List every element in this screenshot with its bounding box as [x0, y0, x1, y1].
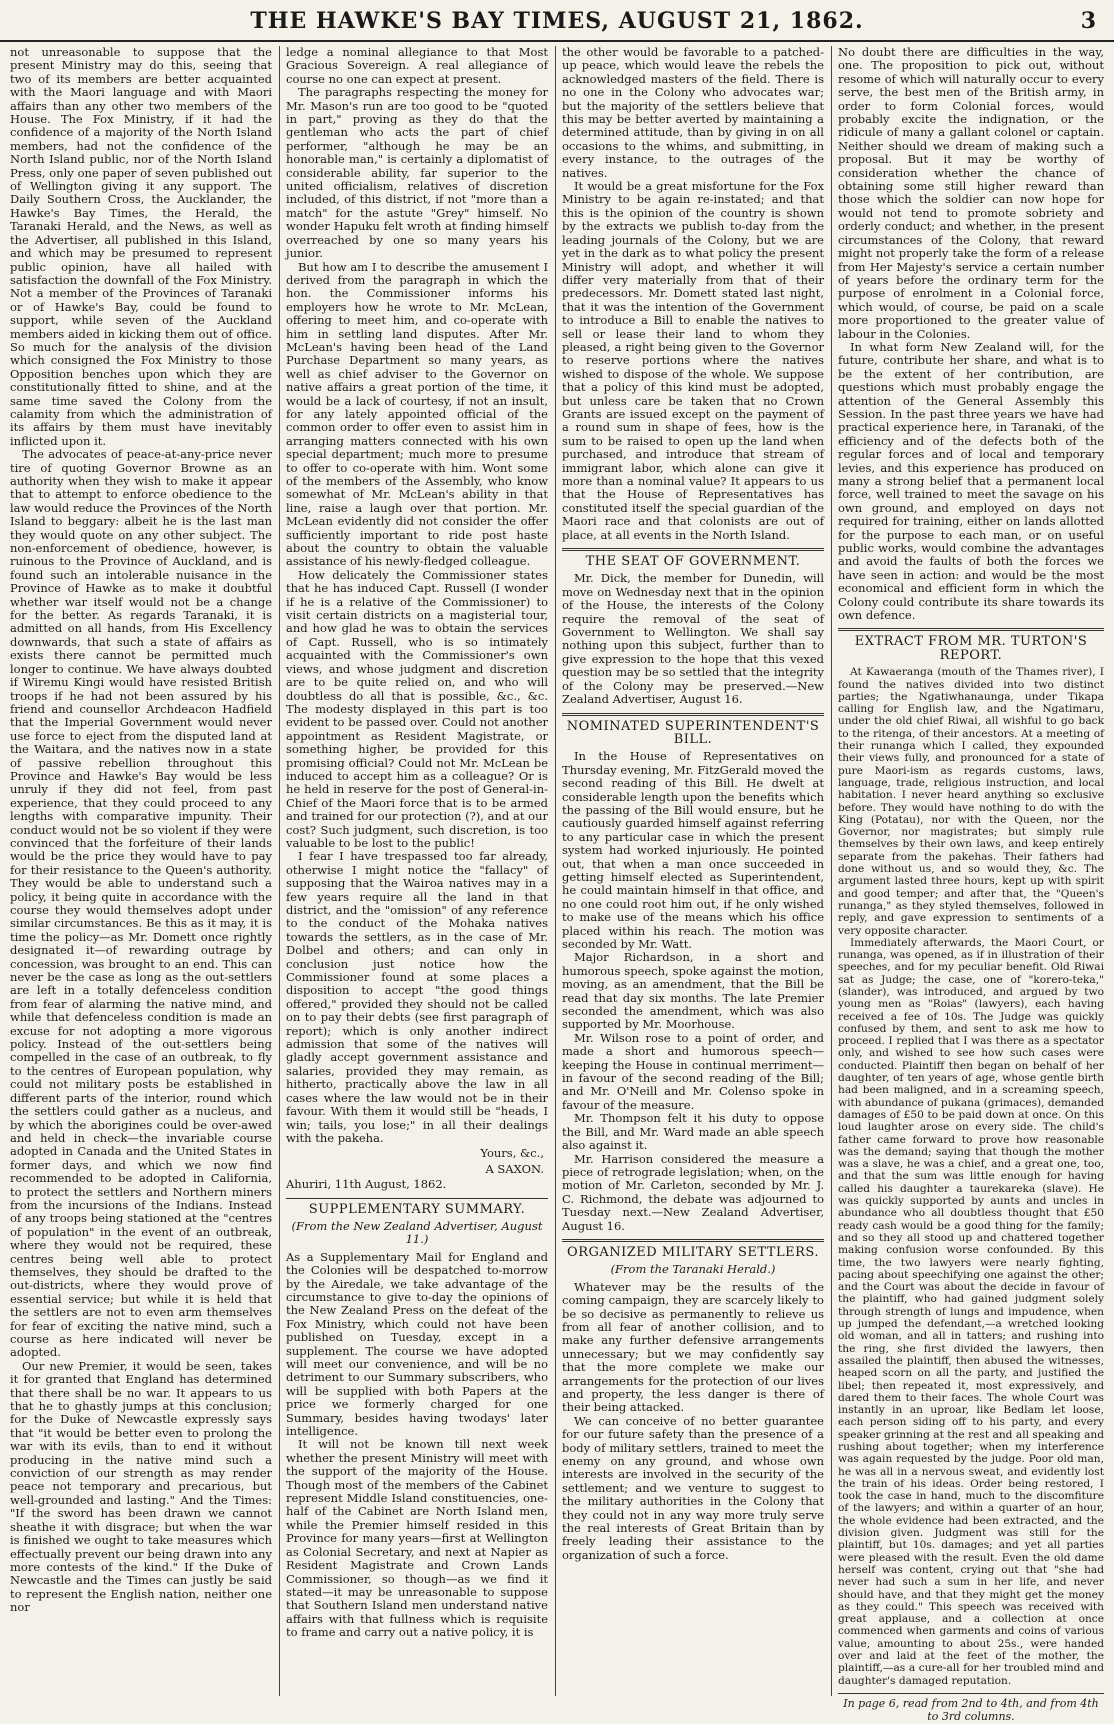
- letter-closing: Yours, &c.,: [480, 1146, 544, 1161]
- section-heading: ORGANIZED MILITARY SETTLERS.: [567, 1244, 819, 1260]
- masthead: [0, 0, 1114, 42]
- article-paragraph: Mr. Wilson rose to a point of order, and made a short and humorous speech—keeping the House in continual merriment—in favour of the second reading of the Bill; and Mr. O'Neill and Mr. Colenso spoke in favour of the measure.: [562, 1030, 824, 1112]
- article-paragraph: In what form New Zealand will, for the future, contribute her share, and what is to be the extent of her contribution, are questions which must probably engage the attention of the General Assembly this Session. In the past three years we have had practical experience here, in Taranaki, of the efficiency and of the defects both of the regular forces and of local and temporary levies, and this experience has produced on many a strong belief that a permanent local force, well trained to meet the savage on his own ground, and employed on days not required for training, either on lands allotted for the purpose to each man, or on useful public works, would combine the advantages and avoid the faults of both the forces we have seen in action: and would be the most economical and efficient form in which the Colony could contribute its share towards its own defence.: [838, 339, 1104, 623]
- letter-paragraph: I fear I have trespassed too far already, otherwise I might notice the "fallacy" of supposing that the Wairoa natives may in a few years require all the land in that district, and the "omission" of any reference to the conduct of the Mohaka natives towards the settlers, as in the case of Mr. Dolbel and others; and can only in conclusion just notice how the Commissioner found at some places a disposition to accept "the good things offered," provided they should not be called on to pay their debts (see first paragraph of report); which is only another indirect admission that some of the natives will gladly accept government assistance and salaries, provided they may remain, as hitherto, practically above the law in all cases where the law would not be in their favour. With them it would still be "heads, I win; tails, you lose;" in all their dealings with the pakeha.: [286, 849, 548, 1145]
- article-paragraph: It would be a great misfortune for the Fox Ministry to be again re-instated; and that this is the opinion of the country is shown by the extracts we publish to-day from the leading journals of the Colony, but we are yet in the dark as to what policy the present Ministry will adopt, and whether it will differ very materially from that of their predecessors. Mr. Domett stated last night, that it was the intention of the Government to introduce a Bill to enable the natives to sell or lease their land to whom they pleased, a right being given to the Governor to reserve portions where the natives wished to dispose of the whole. We suppose that a policy of this kind must be adopted, but unless care be taken that no Crown Grants are issued except on the payment of a round sum in shape of fees, how is the sum to be raised to open up the land when purchased, and introduce that stream of immigrant labor, which alone can give it more than a nominal value? It appears to us that the House of Representatives has constituted itself the special guardian of the Maori race and that colonists are out of place, at all events in the North Island.: [562, 179, 824, 542]
- section-rule: [562, 713, 824, 716]
- article-paragraph: Our new Premier, it would be seen, takes it for granted that England has determined that there shall be no war. It appears to us that he to ghastly jumps at this conclusion; for the Duke of Newcastle expressly says that "it would be better even to prolong the war with its evils, than to end it without producing in the native mind such a conviction of our strength as may render peace not temporary and precarious, but well-grounded and lasting." And the Times: "If the sword has been drawn we cannot sheathe it with disgrace; but when the war is finished we ought to take measures which effectually prevent our being drawn into any more contests of the kind." If the Duke of Newcastle and the Times can justly be said to represent the English nation, neither one nor: [10, 1358, 272, 1615]
- letter-paragraph: But how am I to describe the amusement I derived from the paragraph in which the hon. the Commissioner informs his employers how he wrote to Mr. McLean, offering to meet him, and co-operate with him in settling land disputes. After Mr. McLean's having been head of the Land Purchase Department so many years, as well as chief adviser to the Governor on native affairs a great portion of the time, it would be a lack of courtesy, if not an insult, for any lately appointed official of the common order to offer even to assist him in arranging matters connected with his own special department; much more to presume to offer to co-operate with him. Wont some of the members of the Assembly, who know somewhat of Mr. McLean's ability in that line, raise a laugh over that portion. Mr. McLean evidently did not consider the offer sufficiently important to ride post haste about the country to obtain the valuable assistance of his newly-fledged colleague.: [286, 259, 548, 569]
- report-paragraph: Immediately afterwards, the Maori Court, or runanga, was opened, as if in illustration of their speeches, and for my peculiar benefit. Old Riwai sat as Judge; the case, one of "korero-teka," (slander), was introduced, and argued by two young men as "Roias" (lawyers), each having received a fee of 10s. The Judge was quickly confused by them, and sent to ask me how to proceed. I replied that I was there as a spectator only, and wished to see how such cases were conducted. Plaintiff then began on behalf of her daughter, of ten years of age, whose gentle birth had been maligned, and in a screaming speech, with abundance of pukana (grimaces), demanded damages of £50 to be paid down at once. On this loud laughter arose on every side. The child's father came forward to prove how reasonable was the demand; saying that though the mother was a slave, he was a chief, and a great one, too, and that the sum was little enough for having called his daughter a taurekareka (slave). He was quickly supported by aunts and uncles in abundance who all doubtless thought that £50 ready cash would be a good thing for the family; and so they all stood up and chattered together making confusion worse confounded. By this time, the two lawyers were nearly fighting, pacing about speechifying one against the other; and the Court was about the decide in favour of the plaintiff, who had gained judgment solely through strength of lungs and impudence, when up jumped the defendant,—a wretched looking old woman, and all in tatters; and rushing into the ring, she first divided the lawyers, then assailed the plaintiff, then abused the witnesses, heaped scorn on all the party, and justified the libel; then repeated it, most expressively, and dared them to their faces. The whole Court was instantly in an uproar, like Bedlam let loose, each person siding off to his party, and every speaker grinning at the rest and all speaking and rushing about together; when my interference was again requested by the judge. Poor old man, he was all in a nervous sweat, and evidently lost the train of his ideas. Order being restored, I took the case in hand, much to the discomfiture of the lawyers; and within a quarter of an hour, the whole evidence had been extracted, and the division given. Judgment was still for the plaintiff, but 10s. damages; and yet all parties were pleased with the result. Even the old dame herself was content, crying out that "she had never had such a sum in her life, and never should have, and that they might get the money as they could." This speech was received with great applause, and a collection at once commenced when garments and coins of various value, amounting to about 25s., were handed over and laid at the feet of the mother, the plaintiff,—as a cure-all for her troubled mind and daughter's damaged reputation.: [838, 936, 1104, 1687]
- section-rule: [562, 548, 824, 551]
- article-paragraph: Major Richardson, in a short and humorous speech, spoke against the motion, moving, as an amendment, that the Bill be read that day six months. The late Premier seconded the amendment, which was also supported by Mr. Moorhouse.: [562, 950, 824, 1032]
- report-paragraph: At Kawaeranga (mouth of the Thames river), I found the natives divided into two distinct parties; the Ngatiwhanaunga, under Tikapa calling for English law, and the Ngatimaru, under the old chief Riwai, all wishful to go back to the ritenga, of their ancestors. At a meeting of their runanga which I called, they expounded their views fully, and pronounced for a state of pure Maori-ism as regards customs, laws, language, trade, religious instruction, and local habitation. I never heard anything so exclusive before. They would have nothing to do with the King (Potatau), nor with the Queen, nor the Governor, nor magistrates; but simply rule themselves by their own laws, and keep entirely separate from the pakehas. Their fathers had done without us, and so would they, &c. The argument lasted three hours, kept up with spirit and good temper; and after that, the "Queen's runanga," as they styled themselves, followed in reply, and gave expression to sentiments of a very opposite character.: [838, 666, 1104, 937]
- erratum-note: In page 6, read from 2nd to 4th, and from 4th to 3rd columns.: [838, 1693, 1104, 1724]
- article-paragraph: As a Supplementary Mail for England and the Colonies will be despatched to-morrow by the Airedale, we take advantage of the circumstance to give to-day the opinions of the New Zealand Press on the defeat of the Fox Ministry, which could not have been published on Tuesday, except in a supplement. The course we have adopted will meet our convenience, and will be no detriment to our Summary subscribers, who will be supplied with both Papers at the price we formerly charged for one Summary, besides having twodays' later intelligence.: [286, 1249, 548, 1439]
- column-divider: [279, 46, 280, 1696]
- section-rule: [838, 628, 1104, 631]
- section-heading: NOMINATED SUPERINTENDENT'S BILL.: [566, 718, 820, 747]
- page-number: 3: [1080, 8, 1096, 34]
- column-4: [838, 45, 1104, 1724]
- section-heading: EXTRACT FROM MR. TURTON'S REPORT.: [854, 634, 1088, 663]
- section-rule: [562, 1239, 824, 1242]
- section-source: (From the Taranaki Herald.): [610, 1262, 776, 1277]
- article-paragraph: the other would be favorable to a patched-up peace, which would leave the rebels the acknowledged masters of the field. There is no one in the Colony who advocates war; but the majority of the settlers believe that this may be better averted by maintaining a determined attitude, than by giving in on all occasions to the whims, and submitting, in every instance, to the outrages of the natives.: [562, 45, 824, 180]
- letter-paragraph: How delicately the Commissioner states that he has induced Capt. Russell (I wonder if he is a relative of the Commissioner) to visit certain districts on a magisterial tour, and how glad he was to obtain the services of Capt. Russell, who is so intimately acquainted with the Commissioner's own views, and whose judgment and discretion are to be quite relied on, and who will doubtless do all that is possible, &c., &c. The modesty displayed in this part is too evident to be passed over. Could not another appointment as Resident Magistrate, or something higher, be provided for this promising official? Could not Mr. McLean be induced to accept him as a colleague? Or is he held in reserve for the post of General-in-Chief of the Maori force that is to be armed and trained for our protection (?), and at our cost? Such judgment, such discretion, is too valuable to be lost to the public!: [286, 567, 548, 850]
- article-paragraph: Mr. Dick, the member for Dunedin, will move on Wednesday next that in the opinion of the House, the interests of the Colony require the removal of the seat of Government to Wellington. We shall say nothing upon this subject, further than to give expression to the hope that this vexed question may be so settled that the integrity of the Colony may be preserved.—New Zealand Advertiser, August 16.: [562, 571, 824, 707]
- article-paragraph: The advocates of peace-at-any-price never tire of quoting Governor Browne as an authority when they wish to make it appear that to attempt to enforce obedience to the law would reduce the Provinces of the North Island to beggary: albeit he is the last man they would quote on any other subject. The non-enforcement of obedience, however, is ruinous to the Province of Auckland, and is found such an intolerable nuisance in the Province of Hawke as to make it doubtful whether war itself would not be a change for the better. As regards Taranaki, it is admitted on all hands, from His Excellency downwards, that such a state of affairs as exists there cannot be permitted much longer to continue. We have always doubted if Wiremu Kingi would have resisted British troops if he had not been assured by his friend and counsellor Archdeacon Hadfield that the Imperial Government would never use force to eject from the disputed land at the Waitara, and the natives now in a state of passive rebellion throughout this Province and Hawke's Bay would be less unruly if they did not feel, from past experience, that they could proceed to any lengths with comparative impunity. Their conduct would not be so violent if they were convinced that the forfeiture of their lands would be the price they would have to pay for their resistance to the Queen's authority. They would be able to understand such a policy, it being quite in accordance with the course they would themselves adopt under similar circumstances. Be this as it may, it is time the policy—as Mr. Domett once rightly designated it—of rewarding outrage by concession, was brought to an end. This can never be the case as long as the out-settlers are left in a totally defenceless condition from fear of alarming the native mind, and while that defenceless condition is made an excuse for not adopting a more vigorous policy. Instead of the out-settlers being compelled in the case of an outbreak, to fly to the centres of European population, why could not military posts be established in different parts of the interior, round which the settlers could gather as a nucleus, and by which the aborigines could be over-awed and held in check—the invariable course adopted in Canada and the United States in former days, and which we now find recommended to be adopted in California, to protect the settlers and Northern miners from the incursions of the Indians. Instead of any troops being stationed at the "centres of population" in the event of an outbreak, where they would not be required, these centres being well able to protect themselves, they should be drafted to the out-districts, where they would prove of essential service; but while it is held that the settlers are not to even arm themselves for fear of exciting the native mind, such a course as here indicated will never be adopted.: [10, 447, 272, 1360]
- section-rule: [286, 1198, 548, 1199]
- column-divider: [831, 46, 832, 1696]
- article-paragraph: In the House of Representatives on Thursday evening, Mr. FitzGerald moved the second reading of this Bill. He dwelt at considerable length upon the benefits which the passing of the Bill would ensure, but he cautiously guarded himself against referring to any particular case in which the present system had worked injuriously. He pointed out, that when a man once succeeded in getting himself elected as Superintendent, he could maintain himself in that office, and no one could root him out, if he only wished to make use of the means which his office placed within his reach. The motion was seconded by Mr. Watt.: [562, 749, 824, 951]
- article-paragraph: We can conceive of no better guarantee for our future safety than the presence of a body of military settlers, trained to meet the enemy on any ground, and whose own interests are involved in the security of the settlement; and we venture to suggest to the military authorities in the Colony that they could not in any way more truly serve the real interests of Great Britain than by freely leading their assistance to the organization of such a force.: [562, 1413, 824, 1562]
- letter-paragraph: ledge a nominal allegiance to that Most Gracious Sovereign. A real allegiance of course no one can expect at present.: [286, 45, 548, 86]
- section-heading: SUPPLEMENTARY SUMMARY.: [308, 1201, 526, 1217]
- section-source: (From the New Zealand Advertiser, August 11.): [291, 1218, 543, 1247]
- column-2: [286, 46, 548, 1696]
- letter-paragraph: The paragraphs respecting the money for Mr. Mason's run are too good to be "quoted in part," proving as they do that the gentleman who acts the part of chief performer, "although he may be an honorable man," is certainly a diplomatist of considerable ability, far superior to the united officialism, relatives of discretion included, of this district, if not "more than a match" for the astute "Grey" himself. No wonder Hapuku felt wroth at finding himself overreached by one so many years his junior.: [286, 85, 548, 261]
- article-paragraph: Mr. Harrison considered the measure a piece of retrograde legislation; when, on the motion of Mr. Carleton, seconded by Mr. J. C. Richmond, the debate was adjourned to Tuesday next.—New Zealand Advertiser, August 16.: [562, 1151, 824, 1233]
- column-3: [562, 46, 824, 1696]
- section-heading: THE SEAT OF GOVERNMENT.: [585, 554, 801, 570]
- letter-place-date: Ahuriri, 11th August, 1862.: [286, 1177, 447, 1192]
- article-paragraph: No doubt there are difficulties in the way, one. The proposition to pick out, without resome of which will naturally occur to every serve, the best men of the British army, in order to form Colonial forces, would probably excite the indignation, or the ridicule of many a gallant colonel or captain. Neither should we dream of making such a proposal. But it may be worthy of consideration whether the chance of obtaining some still higher reward than those which the soldier can now hope for would not tend to promote sobriety and orderly conduct; and whether, in the present circumstances of the Colony, that reward might not properly take the form of a release from Her Majesty's service a certain number of years before the ordinary term for the purpose of enrolment in a Colonial force, which would, of course, be paid on a scale more proportioned to the greater value of labour in the Colonies.: [838, 45, 1104, 341]
- article-paragraph: Whatever may be the results of the coming campaign, they are scarcely likely to be so decisive as permanently to relieve us from all fear of another collision, and to make any further defensive arrangements unnecessary; but we may confidently say that the more complete we make our arrangements for the protection of our lives and property, the less danger is there of their being attacked.: [562, 1279, 824, 1415]
- article-paragraph: It will not be known till next week whether the present Ministry will meet with the support of the majority of the House. Though most of the members of the Cabinet represent Middle Island constituencies, one-half of the Cabinet are North Island men, while the Premier himself resided in this Province for many years—first at Wellington as Colonial Secretary, and next at Napier as Resident Magistrate and Crown Lands Commissioner, so though—as we find it stated—it may be unreasonable to suppose that Southern Island men understand native affairs with that fullness which is requisite to frame and carry out a native policy, it is: [286, 1437, 548, 1640]
- column-1: [10, 46, 272, 1696]
- letter-signature: A SAXON.: [485, 1161, 544, 1176]
- article-paragraph: not unreasonable to suppose that the present Ministry may do this, seeing that two of its members are better acquainted with the Maori language and with Maori affairs than any other two members of the House. The Fox Ministry, if it had the confidence of a majority of the North Island members, had not the confidence of the North Island public, nor of the North Island Press, only one paper of seven published out of Wellington giving it any support. The Daily Southern Cross, the Aucklander, the Hawke's Bay Times, the Herald, the Taranaki Herald, and the News, as well as the Advertiser, all published in this Island, and which may be presumed to represent public opinion, have all hailed with satisfaction the downfall of the Fox Ministry. Not a member of the Provinces of Taranaki or of Hawke's Bay, could be found to support, while seven of the Auckland members aided in kicking them out of office. So much for the analysis of the division which consigned the Fox Ministry to those Opposition benches upon which they are constitutionally fitted to shine, and at the same time saved the Colony from the calamity from which the administration of its affairs by them must have inevitably inflicted upon it.: [10, 45, 272, 448]
- masthead-title: THE HAWKE'S BAY TIMES, AUGUST 21, 1862.: [250, 8, 864, 34]
- article-paragraph: Mr. Thompson felt it his duty to oppose the Bill, and Mr. Ward made an able speech also against it.: [562, 1111, 824, 1153]
- column-divider: [555, 46, 556, 1696]
